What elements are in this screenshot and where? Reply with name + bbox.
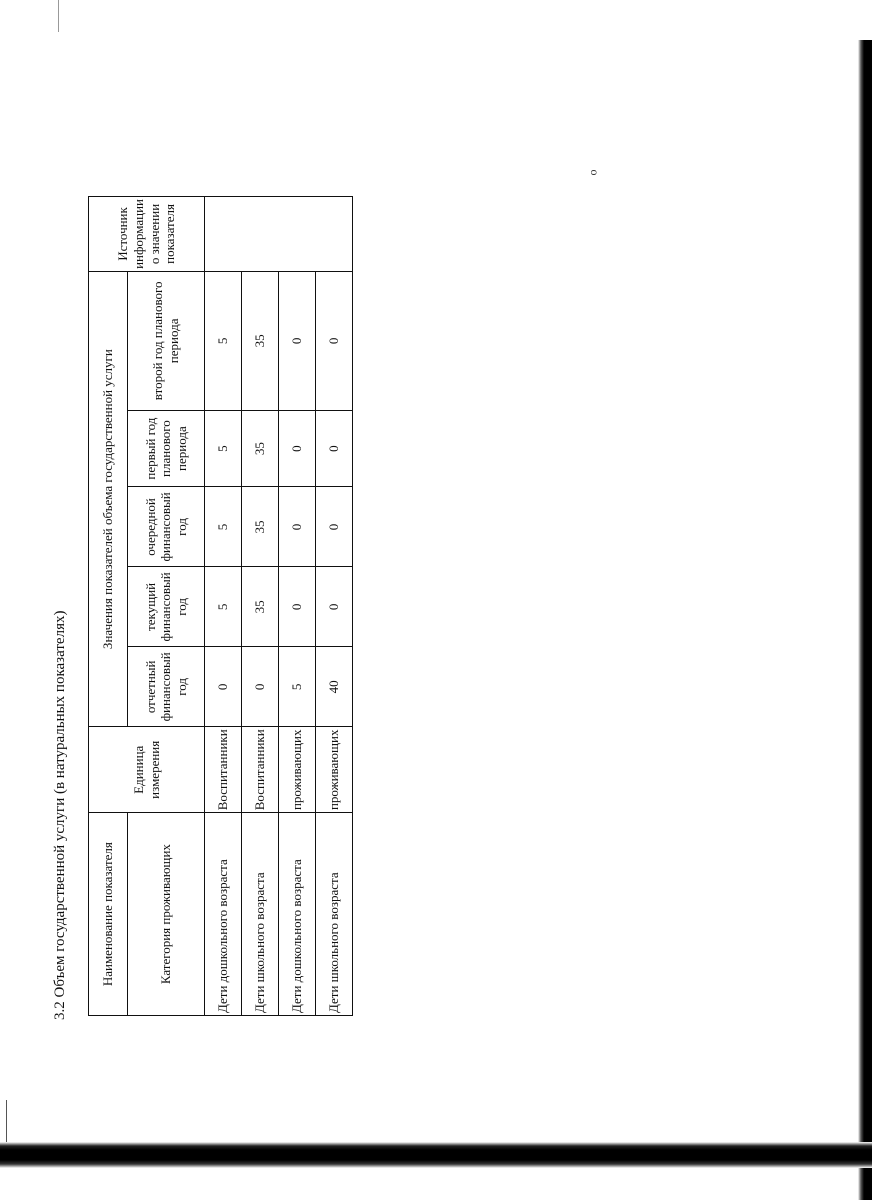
scan-edge-shadow xyxy=(858,40,872,1200)
cell-value: 35 xyxy=(242,410,279,487)
cell-value: 0 xyxy=(205,647,242,727)
header-values-group: Значения показателей объема государственной услуги xyxy=(89,271,128,726)
header-period: второй год планового периода xyxy=(128,271,205,410)
header-period: первый год планового периода xyxy=(128,410,205,487)
cell-unit: Воспитанники xyxy=(242,727,279,813)
section-title: 3.2 Объем государственной услуги (в натуральных показателях) xyxy=(52,610,68,1020)
header-unit: Единица измерения xyxy=(89,727,205,813)
cell-category: Дети школьного возраста xyxy=(316,813,353,1016)
cell-category: Дети дошкольного возраста xyxy=(205,813,242,1016)
header-row-top xyxy=(89,197,128,1016)
cell-value: 35 xyxy=(242,271,279,410)
cell-unit: Воспитанники xyxy=(205,727,242,813)
cell-value: 0 xyxy=(279,410,316,487)
cell-value: 40 xyxy=(316,647,353,727)
cell-value: 5 xyxy=(279,647,316,727)
volume-table xyxy=(88,196,353,1016)
header-period: очередной финансовый год xyxy=(128,487,205,567)
scan-artifact-line xyxy=(58,0,59,32)
cell-value: 0 xyxy=(279,567,316,647)
header-period: отчетный финансовый год xyxy=(128,647,205,727)
header-category: Категория проживающих xyxy=(128,813,205,1016)
cell-value: 5 xyxy=(205,271,242,410)
cell-value: 0 xyxy=(316,487,353,567)
cell-value: 5 xyxy=(205,567,242,647)
cell-source xyxy=(205,197,353,272)
rotated-page-content xyxy=(40,40,370,1020)
table-row xyxy=(205,197,242,1016)
cell-unit: проживающих xyxy=(316,727,353,813)
table-row xyxy=(242,197,279,1016)
cell-unit: проживающих xyxy=(279,727,316,813)
cell-value: 35 xyxy=(242,567,279,647)
header-period: текущий финансовый год xyxy=(128,567,205,647)
cell-category: Дети дошкольного возраста xyxy=(279,813,316,1016)
cell-value: 5 xyxy=(205,487,242,567)
scan-speck: o xyxy=(585,169,600,176)
cell-value: 0 xyxy=(242,647,279,727)
header-source: Источник информации о значении показателя xyxy=(89,197,205,272)
table-row xyxy=(316,197,353,1016)
table-row xyxy=(279,197,316,1016)
cell-value: 35 xyxy=(242,487,279,567)
cell-value: 0 xyxy=(316,567,353,647)
cell-value: 5 xyxy=(205,410,242,487)
cell-value: 0 xyxy=(316,410,353,487)
header-row-sub xyxy=(128,197,205,1016)
cell-value: 0 xyxy=(279,487,316,567)
cell-category: Дети школьного возраста xyxy=(242,813,279,1016)
cell-value: 0 xyxy=(279,271,316,410)
header-name-group: Наименование показателя xyxy=(89,813,128,1016)
cell-value: 0 xyxy=(316,271,353,410)
scan-edge-shadow xyxy=(0,1142,872,1168)
